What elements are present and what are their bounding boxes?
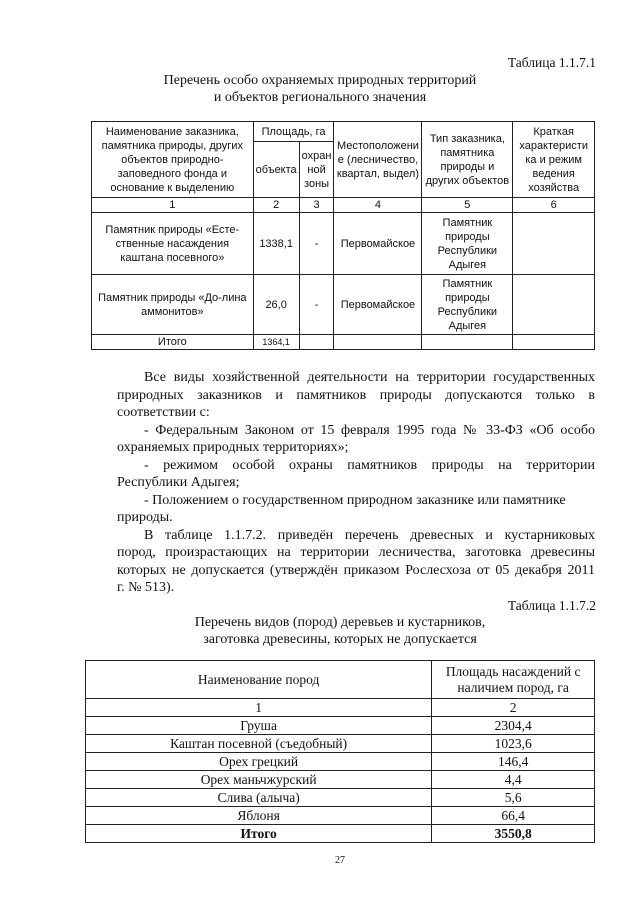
column-number: 1 xyxy=(92,198,254,213)
column-number: 6 xyxy=(513,198,595,213)
text-line: охраняемых природных территориях»; xyxy=(117,440,349,455)
row-type: Памятник природы Республики Адыгея xyxy=(422,275,513,335)
total-empty xyxy=(299,335,334,350)
species-value: 1023,6 xyxy=(432,735,595,753)
text-line: Все виды хозяйственной деятельности на территории государственных xyxy=(144,370,595,385)
column-number: 4 xyxy=(334,198,422,213)
body-text xyxy=(117,369,595,597)
text-line: - Положением о государственном природном заказнике или памятнике xyxy=(144,492,566,508)
species-name: Яблоня xyxy=(86,807,432,825)
header-area-zone: охран ной зоны xyxy=(299,142,334,198)
species-value: 66,4 xyxy=(432,807,595,825)
row-location: Первомайское xyxy=(334,213,422,275)
column-number: 2 xyxy=(432,699,595,717)
row-name: Памятник природы «Есте-ственные насаждения каштана посевного» xyxy=(92,213,254,275)
text-line: г. № 513). xyxy=(117,580,175,595)
row-area-object: 26,0 xyxy=(253,275,299,335)
column-number-row xyxy=(92,198,595,213)
row-area-zone: - xyxy=(299,213,334,275)
table-row xyxy=(86,753,595,771)
table-row xyxy=(92,275,595,335)
species-value: 146,4 xyxy=(432,753,595,771)
text-line: В таблице 1.1.7.2. приведён перечень древесных и кустарниковых xyxy=(144,527,595,543)
table-row xyxy=(86,807,595,825)
total-value: 3550,8 xyxy=(432,825,595,843)
species-value: 4,4 xyxy=(432,771,595,789)
table2-title-line: Перечень видов (пород) деревьев и кустарников, xyxy=(194,615,486,630)
table2-title xyxy=(0,614,640,648)
row-name: Памятник природы «До-лина аммонитов» xyxy=(92,275,254,335)
header-area-object: объекта xyxy=(253,142,299,198)
table-row xyxy=(86,717,595,735)
table1-title-line: и объектов регионального значения xyxy=(213,90,427,105)
row-type: Памятник природы Республики Адыгея xyxy=(422,213,513,275)
species-name: Слива (алыча) xyxy=(86,789,432,807)
table2-title-line: заготовка древесины, которых не допускается xyxy=(203,632,477,647)
column-number: 3 xyxy=(299,198,334,213)
total-label: Итого xyxy=(86,825,432,843)
species-table xyxy=(85,660,595,843)
total-area-object: 1364,1 xyxy=(253,335,299,350)
header-area: Площадь, га xyxy=(253,122,334,142)
text-line: природы. xyxy=(117,510,173,525)
species-name: Каштан посевной (съедобный) xyxy=(86,735,432,753)
table-row xyxy=(86,789,595,807)
text-line: соответствии с: xyxy=(117,405,210,420)
total-empty xyxy=(513,335,595,350)
header-location: Местоположени е (лесничество, квартал, выдел) xyxy=(334,122,422,198)
table-row xyxy=(86,735,595,753)
header-species-area: Площадь насаждений с наличием пород, га xyxy=(432,661,595,699)
column-number: 1 xyxy=(86,699,432,717)
species-name: Груша xyxy=(86,717,432,735)
text-line: которых не допускается (утверждён приказом Рослесхоза от 05 декабря 2011 xyxy=(117,562,595,578)
table2-reference: Таблица 1.1.7.2 xyxy=(507,598,596,613)
species-name: Орех грецкий xyxy=(86,753,432,771)
page-number: 27 xyxy=(335,855,345,866)
text-line: природных заказников и памятников природы допускаются только в xyxy=(117,387,595,403)
text-line: Республики Адыгея; xyxy=(117,475,240,490)
total-row xyxy=(86,825,595,843)
row-area-object: 1338,1 xyxy=(253,213,299,275)
protected-areas-table xyxy=(91,121,595,350)
total-empty xyxy=(422,335,513,350)
header-brief: Краткая характеристи ка и режим ведения хозяйства xyxy=(513,122,595,198)
column-number: 5 xyxy=(422,198,513,213)
table-row xyxy=(86,771,595,789)
header-name: Наименование заказника, памятника природы, других объектов природно-заповедного фонда и основание к выделению xyxy=(92,122,254,198)
table1-title xyxy=(0,72,640,106)
species-value: 2304,4 xyxy=(432,717,595,735)
text-line: - режимом особой охраны памятников природы на территории xyxy=(144,457,595,473)
header-type: Тип заказника, памятника природы и других объектов xyxy=(422,122,513,198)
text-line: пород, произрастающих на территории лесничества, заготовка древесины xyxy=(117,545,595,560)
total-empty xyxy=(334,335,422,350)
total-label: Итого xyxy=(92,335,254,350)
species-value: 5,6 xyxy=(432,789,595,807)
column-number-row xyxy=(86,699,595,717)
row-area-zone: - xyxy=(299,275,334,335)
header-species-name: Наименование пород xyxy=(86,661,432,699)
table-row xyxy=(92,213,595,275)
table1-title-line: Перечень особо охраняемых природных территорий xyxy=(163,73,477,88)
row-brief xyxy=(513,213,595,275)
table1-reference: Таблица 1.1.7.1 xyxy=(507,55,596,70)
row-brief xyxy=(513,275,595,335)
total-row xyxy=(92,335,595,350)
text-line: - Федеральным Законом от 15 февраля 1995 года № 33-ФЗ «Об особо xyxy=(144,422,595,438)
column-number: 2 xyxy=(253,198,299,213)
species-name: Орех маньчжурский xyxy=(86,771,432,789)
row-location: Первомайское xyxy=(334,275,422,335)
